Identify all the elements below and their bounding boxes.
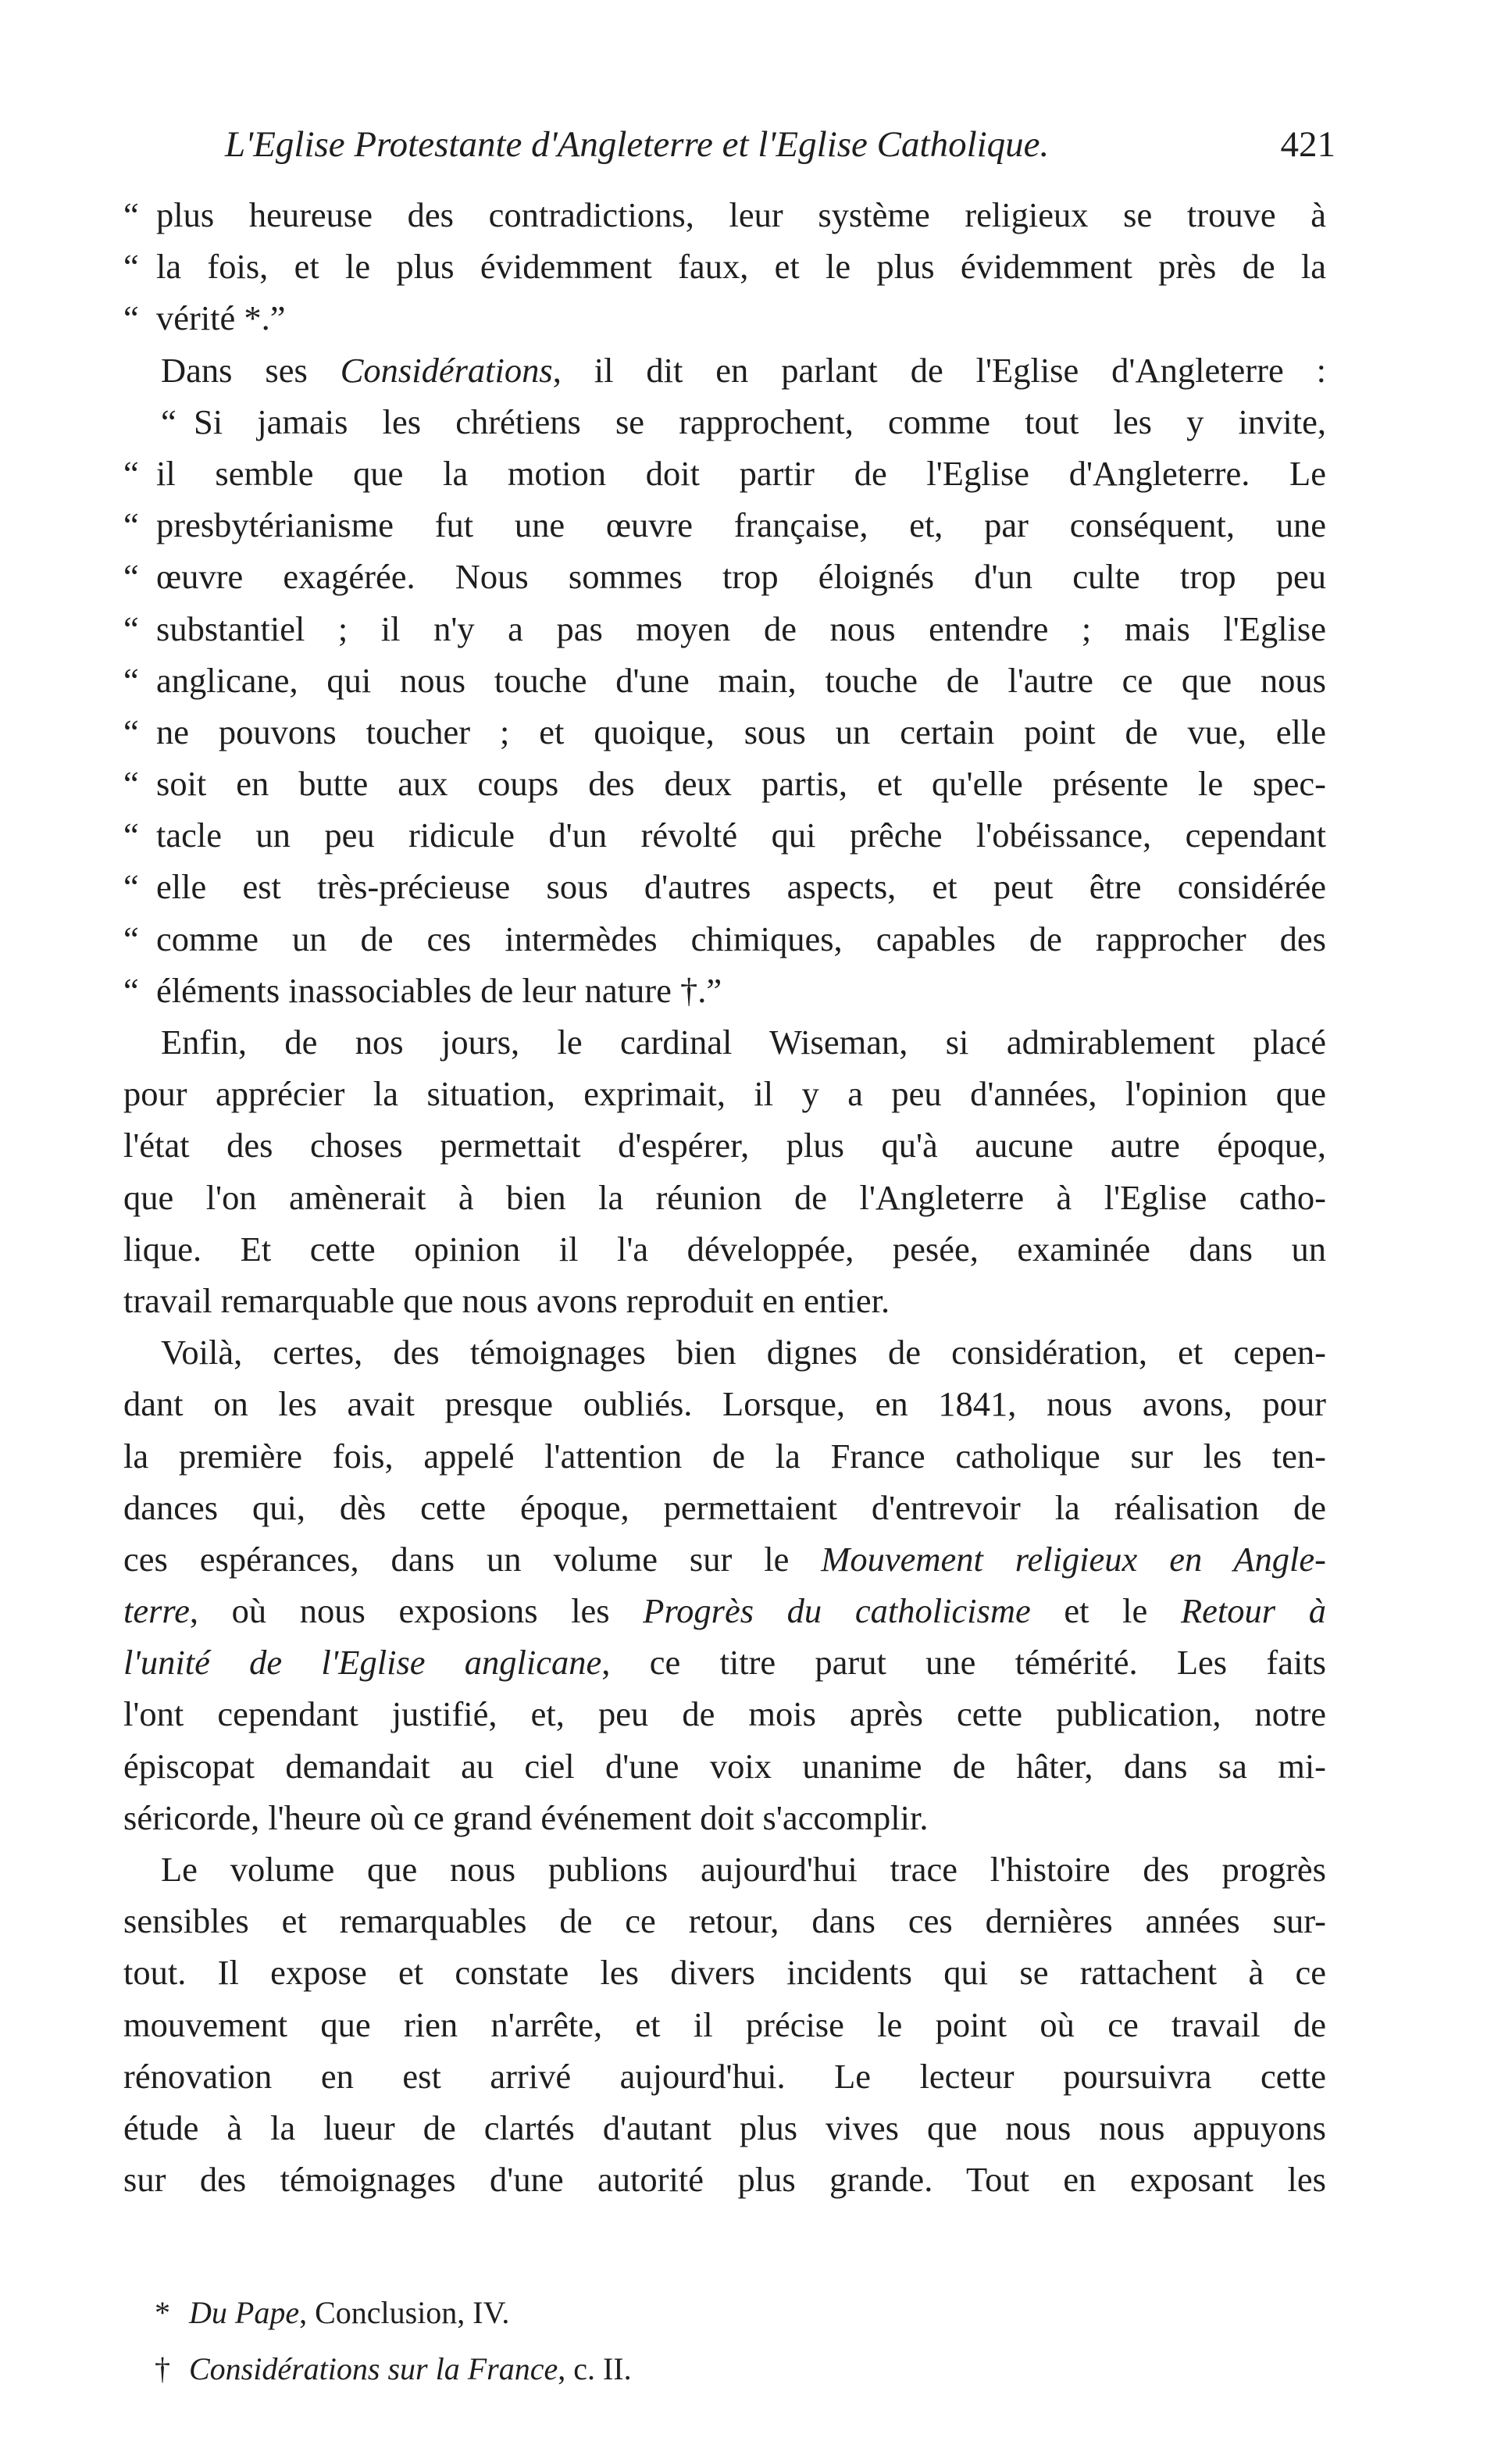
quote-mark: “ (123, 816, 139, 855)
text-line (123, 1223, 1326, 1275)
line-text: sensibles et remarquables de ce retour, dans ces dernières années sur- (123, 1901, 1326, 1941)
line-text: terre, où nous exposions les Progrès du catholicisme et le Retour à (123, 1591, 1326, 1631)
page-number: 421 (1280, 124, 1335, 165)
line-text: que l'on amènerait à bien la réunion de l'Angleterre à l'Eglise catho- (123, 1177, 1326, 1217)
text-line (123, 603, 1326, 655)
quote-mark: “ (123, 298, 139, 338)
running-title: L'Eglise Protestante d'Angleterre et l'Eglise Catholique. (225, 124, 1050, 165)
text-line (123, 551, 1326, 602)
text-line (123, 241, 1326, 292)
quote-mark: “ (123, 867, 139, 907)
line-text: séricorde, l'heure où ce grand événement doit s'accomplir. (123, 1797, 929, 1837)
footnote-mark: † (155, 2351, 170, 2386)
line-text: plus heureuse des contradictions, leur système religieux se trouve à (156, 195, 1326, 234)
running-head (123, 117, 1335, 172)
line-text: l'ont cependant justifié, et, peu de mois après cette publication, notre (123, 1694, 1326, 1734)
quote-mark: “ (123, 453, 139, 493)
line-text: éléments inassociables de leur nature †.” (156, 970, 722, 1010)
footnote-text: , c. II. (558, 2351, 632, 2386)
quote-mark: “ (123, 557, 139, 597)
text-line (123, 1843, 1326, 1895)
line-text: tout. Il expose et constate les divers incidents qui se rattachent à ce (123, 1953, 1326, 1993)
line-text: ces espérances, dans un volume sur le Mouvement religieux en Angle- (123, 1539, 1326, 1579)
footnote-text: , Conclusion, IV. (299, 2295, 510, 2330)
line-text: tacle un peu ridicule d'un révolté qui prêche l'obéissance, cependant (156, 816, 1326, 855)
text-line (123, 1119, 1326, 1171)
footnote-title: Du Pape (189, 2295, 300, 2330)
text-line (123, 189, 1326, 241)
line-text: pour apprécier la situation, exprimait, il y a peu d'années, l'opinion que (123, 1074, 1326, 1114)
line-text: sur des témoignages d'une autorité plus grande. Tout en exposant les (123, 2160, 1326, 2200)
footnote (155, 2285, 936, 2341)
line-text: l'état des choses permettait d'espérer, plus qu'à aucune autre époque, (123, 1126, 1326, 1165)
text-line (123, 292, 1326, 344)
quote-mark: “ (123, 970, 139, 1010)
text-line (123, 396, 1326, 448)
line-text: dances qui, dès cette époque, permettaient d'entrevoir la réalisation de (123, 1487, 1326, 1527)
text-line (123, 499, 1326, 551)
quote-mark: “ (123, 660, 139, 700)
text-line (123, 1172, 1326, 1223)
text-line (123, 1585, 1326, 1636)
text-line (123, 913, 1326, 965)
line-text: Si jamais les chrétiens se rapprochent, comme tout les y invite, (194, 402, 1326, 441)
book-page (123, 117, 1335, 2205)
text-line (123, 2154, 1326, 2205)
text-line (123, 1482, 1326, 1533)
text-line (123, 1326, 1326, 1378)
footnote-mark: * (155, 2295, 170, 2330)
quote-mark: “ (123, 764, 139, 804)
text-line (123, 1533, 1326, 1585)
line-text: soit en butte aux coups des deux partis, et qu'elle présente le spec- (156, 764, 1326, 804)
body-text (123, 189, 1326, 2205)
text-line (123, 1275, 1326, 1326)
text-line (123, 1068, 1326, 1119)
text-line (123, 344, 1326, 396)
line-text: épiscopat demandait au ciel d'une voix unanime de hâter, dans sa mi- (123, 1746, 1326, 1786)
line-text: Enfin, de nos jours, le cardinal Wiseman, si admirablement placé (161, 1023, 1326, 1062)
text-line (123, 1792, 1326, 1843)
line-text: rénovation en est arrivé aujourd'hui. Le lecteur poursuivra cette (123, 2056, 1326, 2096)
line-text: la fois, et le plus évidemment faux, et le plus évidemment près de la (156, 247, 1326, 287)
text-line (123, 1430, 1326, 1482)
line-text: étude à la lueur de clartés d'autant plus vives que nous nous appuyons (123, 2108, 1326, 2147)
text-line (123, 965, 1326, 1016)
line-text: il semble que la motion doit partir de l'Eglise d'Angleterre. Le (156, 453, 1326, 493)
text-line (123, 448, 1326, 499)
line-text: vérité *.” (156, 298, 286, 338)
line-text: Le volume que nous publions aujourd'hui trace l'histoire des progrès (161, 1850, 1326, 1889)
text-line (123, 1947, 1326, 1998)
quote-mark: “ (123, 712, 139, 751)
text-line (123, 1016, 1326, 1068)
line-text: presbytérianisme fut une œuvre française, et, par conséquent, une (156, 505, 1326, 545)
line-text: Voilà, certes, des témoignages bien dignes de considération, et cepen- (161, 1333, 1326, 1372)
line-text: ne pouvons toucher ; et quoique, sous un certain point de vue, elle (156, 712, 1326, 751)
quote-mark: “ (123, 505, 139, 545)
text-line (123, 1999, 1326, 2050)
quote-mark: “ (123, 247, 139, 287)
line-text: œuvre exagérée. Nous sommes trop éloignés d'un culte trop peu (156, 557, 1326, 597)
text-line (123, 1740, 1326, 1792)
line-text: elle est très-précieuse sous d'autres aspects, et peut être considérée (156, 867, 1326, 907)
text-line (123, 758, 1326, 809)
line-text: anglicane, qui nous touche d'une main, touche de l'autre ce que nous (156, 660, 1326, 700)
line-text: substantiel ; il n'y a pas moyen de nous entendre ; mais l'Eglise (156, 609, 1326, 648)
quote-mark: “ (161, 402, 177, 441)
text-line (123, 1688, 1326, 1740)
footnote-title: Considérations sur la France (189, 2351, 558, 2386)
line-text: dant on les avait presque oubliés. Lorsque, en 1841, nous avons, pour (123, 1384, 1326, 1424)
text-line (123, 1895, 1326, 1947)
text-line (123, 1636, 1326, 1688)
text-line (123, 655, 1326, 706)
text-line (123, 1378, 1326, 1429)
line-text: mouvement que rien n'arrête, et il précise le point où ce travail de (123, 2004, 1326, 2044)
line-text: travail remarquable que nous avons reproduit en entier. (123, 1280, 890, 1320)
line-text: Dans ses Considérations, il dit en parlant de l'Eglise d'Angleterre : (161, 350, 1326, 390)
text-line (123, 706, 1326, 758)
footnote (155, 2341, 936, 2397)
footnotes (155, 2285, 936, 2397)
text-line (123, 2050, 1326, 2102)
quote-mark: “ (123, 919, 139, 958)
text-line (123, 861, 1326, 912)
quote-mark: “ (123, 609, 139, 648)
text-line (123, 809, 1326, 861)
text-line (123, 2102, 1326, 2154)
line-text: comme un de ces intermèdes chimiques, capables de rapprocher des (156, 919, 1326, 958)
quote-mark: “ (123, 195, 139, 234)
line-text: l'unité de l'Eglise anglicane, ce titre parut une témérité. Les faits (123, 1643, 1326, 1683)
line-text: lique. Et cette opinion il l'a développée, pesée, examinée dans un (123, 1229, 1326, 1269)
line-text: la première fois, appelé l'attention de la France catholique sur les ten- (123, 1436, 1326, 1476)
